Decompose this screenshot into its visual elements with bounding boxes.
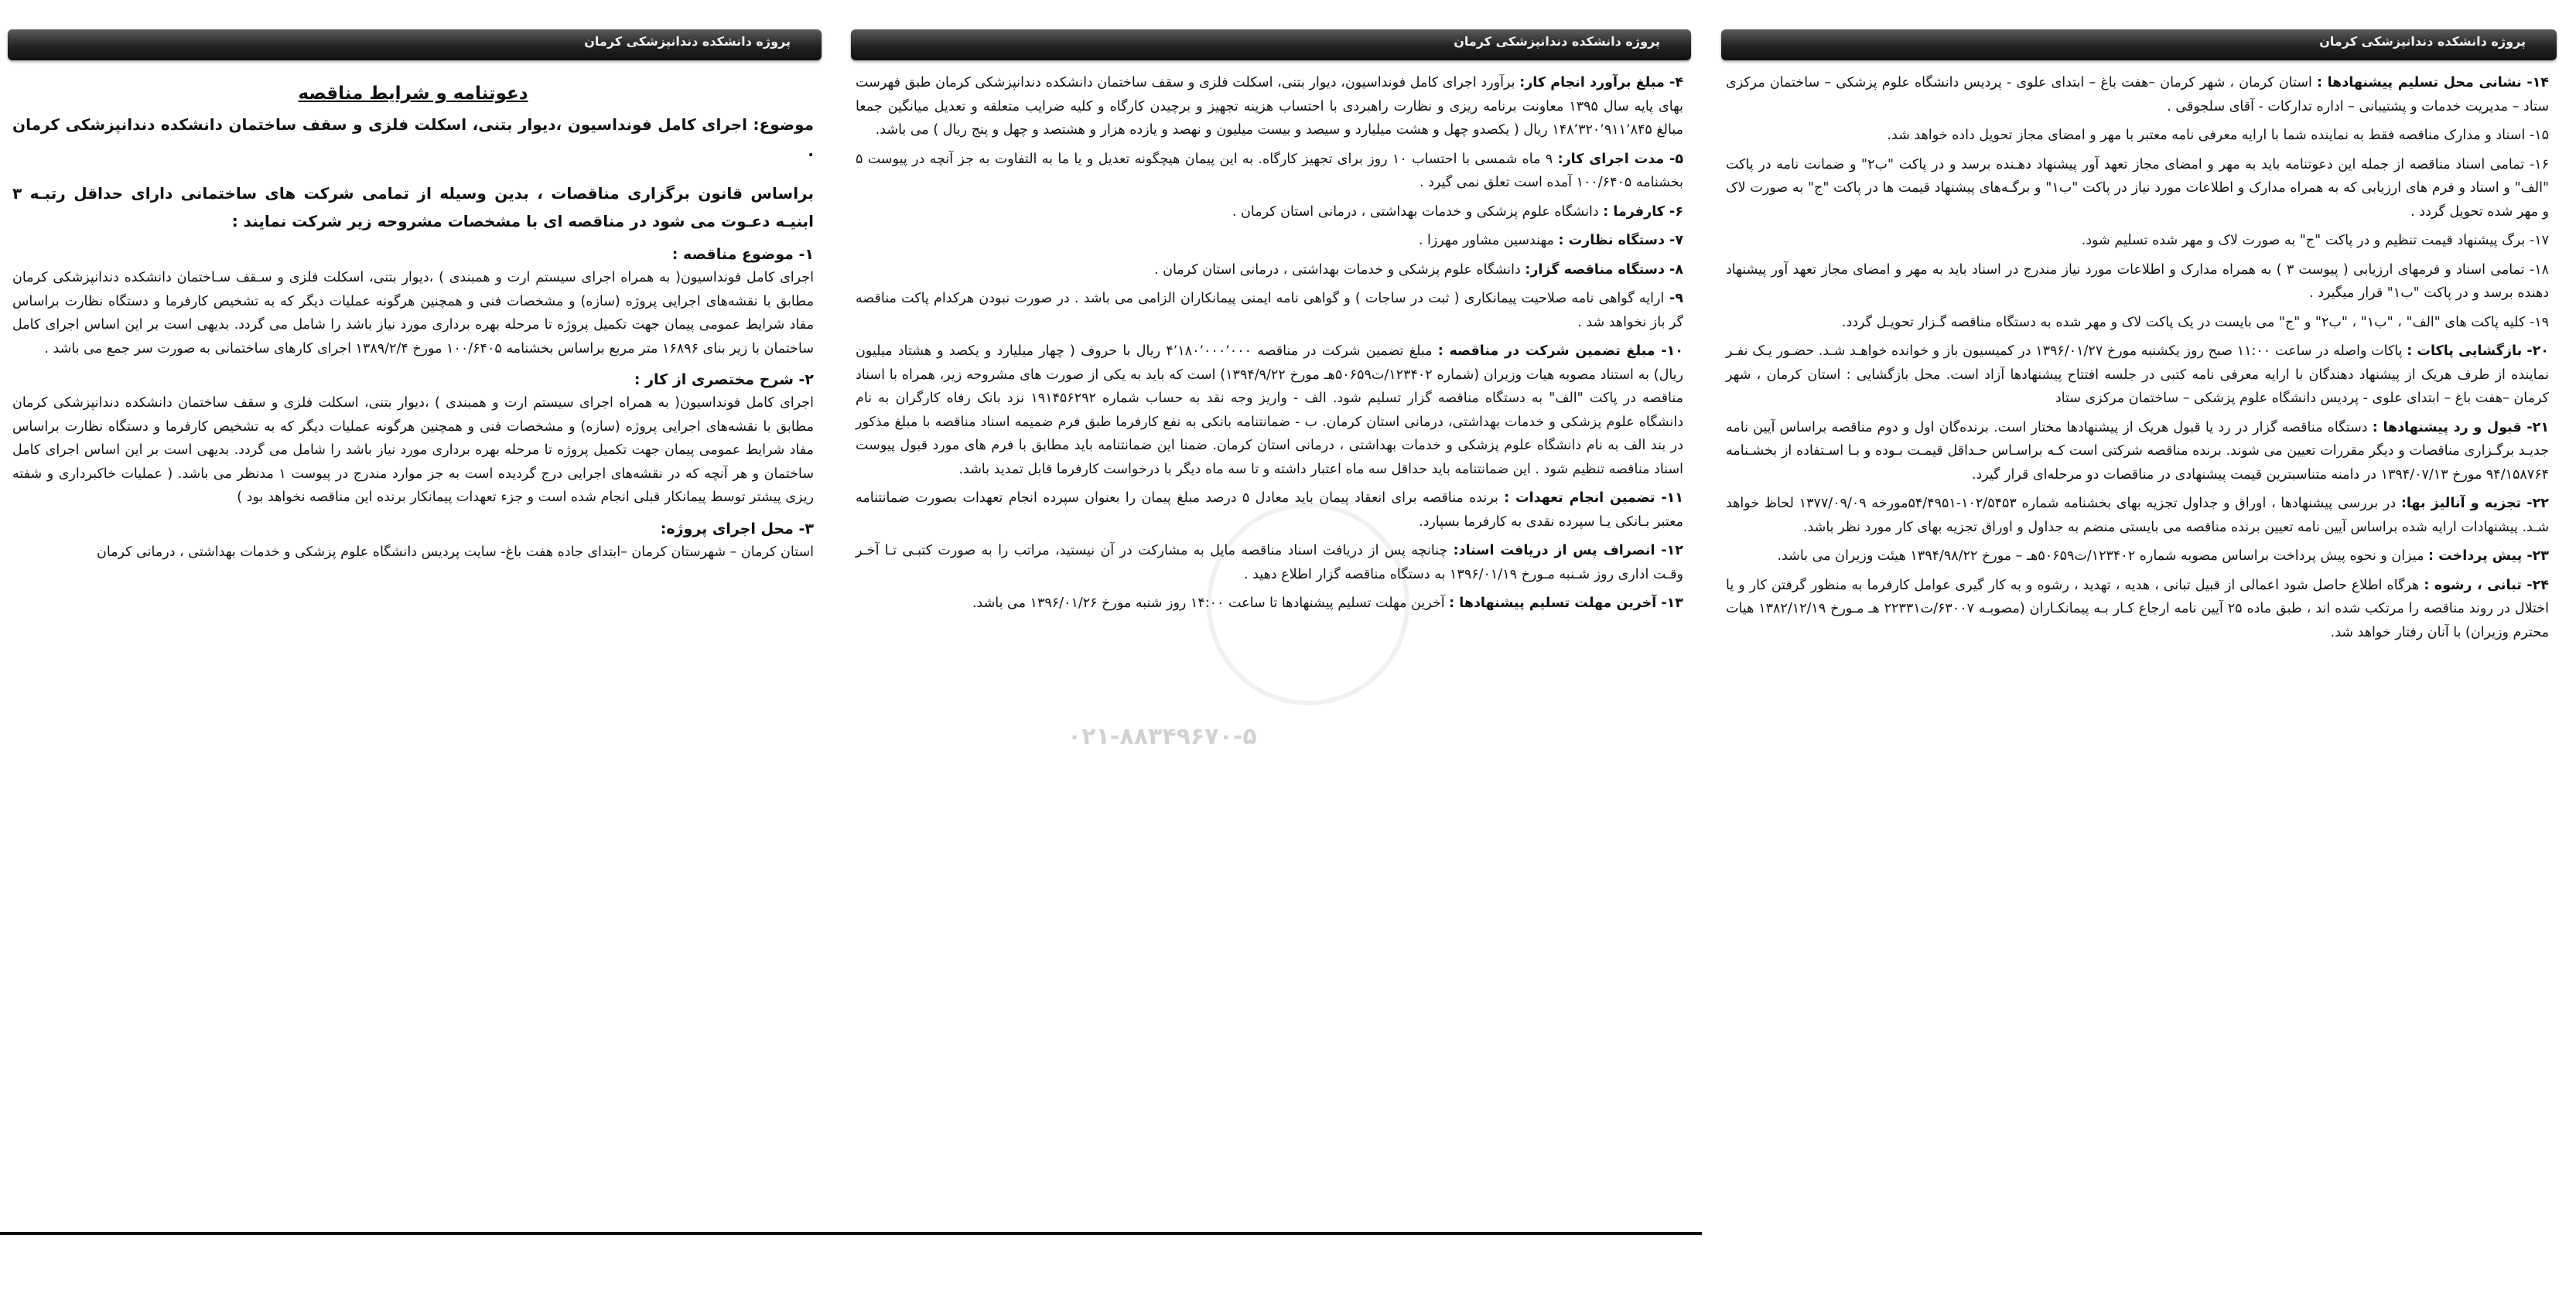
clause bbox=[856, 340, 1683, 481]
section-text: استان کرمان – شهرستان کرمان –ابتدای جاده هفت باغ- سایت پردیس دانشگاه علوم پزشکی و خدمات بهداشتی ، درمانی کرمان bbox=[96, 544, 814, 560]
clause bbox=[1726, 71, 2549, 118]
clause-text bbox=[1726, 544, 2549, 568]
clause bbox=[856, 258, 1683, 282]
clause bbox=[1726, 340, 2549, 411]
clause-body: ارایه گواهی نامه صلاحیت پیمانکاری ( ثبت در ساجات ) و گواهی نامه ایمنی پیمانکاران الزامی می باشد . در صورت نبودن هرکدام پاکت مناقصه گر باز نخواهد شد . bbox=[856, 291, 1683, 330]
clause-text bbox=[1726, 311, 2549, 335]
page-header-bar bbox=[8, 29, 822, 60]
clause-title: ۴- مبلغ برآورد انجام کار: bbox=[1519, 75, 1683, 90]
clause-body: مبلغ تضمین شرکت در مناقصه ۴٬۱۸۰٬۰۰۰٬۰۰۰ ریال با حروف ( چهار میلیارد و یکصد و هشتاد میلیون ریال) به استناد مصوبه هیات وزیران (شماره ۱۲۳۴۰۲/ت۵۰۶۵۹هـ مورخ ۱۳۹۴/۹/۲۲) است که باید به یکی از صورت های مشروحه زیر، همراه با اسناد مناقصه در پاکت "الف" به دستگاه مناقصه گزار تسلیم شود. الف - واریز وجه نقد به حساب شماره ۱۹۱۴۵۶۲۹۲ نزد بانک رفاه کارگران به نام دانشگاه علوم پزشکی و خدمات بهداشتی، درمانی استان کرمان. ب - ضمانتنامه بانکی به نفع کارفرما طبق فرم ضمیمه اسناد مناقصه با مبلغ مذکور در بند الف به نام دانشگاه علوم پزشکی و خدمات بهداشتی ، درمانی استان کرمان. ضمنا این ضمانتنامه باید مطابق با فرم های مورد قبول پیوست اسناد مناقصه تنظیم شود . این ضمانتنامه باید حداقل سه ماه اعتبار داشته و تا سه ماه دیگر با درخواست کارفرما قابل تمدید باشد. bbox=[856, 343, 1684, 477]
clause-body: ۱۸- تمامی اسناد و فرمهای ارزیابی ( پیوست ۳ ) به همراه مدارک و اطلاعات مورد نیاز مندرج در اسناد باید به مهر و امضای مجاز تعهد آور پیشنهاد دهنده برسد و در پاکت "ب۱" قرار میگیرد . bbox=[1726, 261, 2549, 301]
clause-text bbox=[1726, 492, 2549, 539]
clause-body: ۱۵- اسناد و مدارک مناقصه فقط به نماینده شما با ارایه معرفی نامه معتبر با مهر و امضای مجاز تحویل داده خواهد شد. bbox=[1887, 128, 2549, 143]
clause-body: ۱۶- تمامی اسناد مناقصه از جمله این دعوتنامه باید به مهر و امضای مجاز تعهد آور پیشنهاد دهـنده برسد و در پاکت "ب۲" و ضمانت نامه در پاکت "الف" و اسناد و فرم های ارزیابی که به همراه مدارک و اطلاعات مورد نیاز در پاکت "ب۱" و برگـه‌های پیشنهاد قیمت ها در پاکت "ج" به صورت لاک و مهر شده تحویل گردد . bbox=[1726, 156, 2550, 220]
clause-text bbox=[1726, 416, 2549, 487]
clause-text bbox=[1726, 340, 2549, 411]
clause bbox=[856, 71, 1683, 142]
clause-body: ۹ ماه شمسی با احتساب ۱۰ روز برای تجهیز کارگاه. به این پیمان هیچگونه تعدیل و یا ما به التفاوت به جز آنچه در پیوست ۵ بخشنامه ۱۰۰/۶۴۰۵ آمده است تعلق نمی گیرد . bbox=[856, 151, 1683, 190]
section-text: اجرای کامل فونداسیون( به همراه اجرای سیستم ارت و همبندی ) ،دیوار بتنی، اسکلت فلزی و سـقف سـاختمان دانشکده دندانپزشکی کرمان مطابق با نقشه‌های اجرایی پروژه (سازه) و مشخصات فنی و همچنین هرگونه عملیات دیگر که به تشخیص کارفرما و دستگاه نظارت براساس مفاد شرایط عمومی پیمان جهت تکمیل پروژه تا مرحله بهره برداری مورد نیاز باشد را شامل می گردد. بدیهی است بر این اساس اجرای کامل ساختمان با زیر بنای ۱۶۸۹۶ متر مربع براساس بخشنامه ۱۰۰/۶۴۰۵ مورخ ۱۳۸۹/۲/۴ اجرای کارهای ساختمانی به صورت سر جمع می باشد . bbox=[12, 270, 814, 357]
page-bottom-rule bbox=[0, 1232, 1702, 1235]
clause-text bbox=[1726, 574, 2549, 645]
clause bbox=[856, 229, 1683, 253]
clause-body: چنانچه پس از دریافت اسناد مناقصه مایل به مشارکت در آن نیستید، مراتب را به صورت کتبـی تـا آخـر وقـت اداری روز شـنبه مـورخ ۱۳۹۶/۰۱/۱۹ به دستگاه مناقصه گزار اطلاع دهید . bbox=[856, 543, 1683, 582]
clause-title: ۶- کارفرما : bbox=[1603, 203, 1683, 220]
clause bbox=[1726, 153, 2549, 224]
watermark-phone: ۰۲۱-۸۸۳۴۹۶۷۰-۵ bbox=[1068, 723, 1257, 750]
clause bbox=[1726, 311, 2549, 335]
clause-text bbox=[1726, 258, 2549, 305]
clause bbox=[1726, 229, 2549, 253]
clause-text bbox=[856, 287, 1683, 334]
clause-title: ۲۲- تجزیه و آنالیز بها: bbox=[2400, 496, 2549, 511]
clause-title: ۱۴- نشانی محل تسلیم پیشنهادها : bbox=[2316, 75, 2549, 90]
clause-title: ۹- bbox=[1664, 291, 1683, 306]
clause-text bbox=[1726, 153, 2549, 224]
clause-title: ۲۰- بازگشایی پاکات : bbox=[2407, 343, 2549, 359]
clause bbox=[1726, 492, 2549, 539]
clause-title: ۵- مدت اجرای کار: bbox=[1557, 151, 1683, 167]
clause-body: هرگاه اطلاع حاصل شود اعمالی از قبیل تبانی ، هدیه ، تهدید ، رشوه و به کار گیری عوامل کارفرما به منظور گرفتن کار و یا اختلال در روند مناقصه را مرتکب شده اند ، طبق ماده ۲۵ آیین نامه ارجاع کـار بـه پیمانکـاران (مصوبـه ۶۳۰۰۷/ت۲۲۳۳۱ هـ مـورخ ۱۳۸۲/۱۲/۱۹ هیات محترم وزیران) با آنان رفتار خواهد شد. bbox=[1726, 577, 2549, 640]
clause-text bbox=[1726, 124, 2549, 148]
clause-text bbox=[1726, 229, 2549, 253]
clause-body: دانشگاه علوم پزشکی و خدمات بهداشتی ، درمانی استان کرمان . bbox=[1153, 261, 1521, 278]
clause-title: ۱۳- آخرین مهلت تسلیم پیشنهادها : bbox=[1449, 595, 1683, 611]
clause-body: مهندسین مشاور مهرزا . bbox=[1418, 233, 1554, 248]
clause-text bbox=[856, 200, 1683, 224]
page-3 bbox=[1713, 15, 2564, 1230]
clause-body: دستگاه مناقصه گزار در رد یا قبول هریک از پیشنهادها مختار است. برنده‌گان اول و دوم مناقصه براساس آیین نامه جدیـد برگـزاری مناقصات و دیگر مقررات تعیین می شوند. برنده مناقصه شرکتی است کـه براسـاس حـداقل قیمـت بـوده و بـا اسـتفاده از بخشـنامه ۹۴/۱۵۸۷۶۴ مورخ ۱۳۹۴/۰۷/۱۳ در دامنه متناسبترین قیمت پیشنهادی در مناقصات دو مرحله‌ای قرار گیرد. bbox=[1726, 419, 2549, 483]
clause bbox=[1726, 416, 2549, 487]
clause-text bbox=[1726, 71, 2549, 118]
section-title: ۲- شرح مختصری از کار : bbox=[634, 371, 814, 388]
clause-title: ۲۴- تبانی ، رشوه : bbox=[2424, 577, 2549, 593]
section-text: اجرای کامل فونداسیون( به همراه اجرای سیستم ارت و همبندی ) ،دیوار بتنی، اسکلت فلزی و سقف ساختمان دانشکده دندانپزشکی کرمان مطابق با نقشه‌های اجرایی پروژه (سازه) و مشخصات فنی و همچنین هرگونه عملیات دیگر که به تشخیص کارفرما و دستگاه نظارت براساس مفاد شرایط عمومی پیمان جهت تکمیل پروژه تا مرحله بهره برداری مورد نیاز باشد را شامل می گردد. بدیهی است بر این اساس اجرای کامل ساختمان و هر آنچه که در نقشه‌های اجرایی درج گردیده است به جز موارد مندرج در پیوست ۱ مدنظر می باشد. ( عملیات خاکبرداری و شفته ریزی پیشتر توسط پیمانکار قبلی انجام شده است و جزء تعهدات پیمانکار برنده این مناقصه نخواهد بود ) bbox=[12, 395, 814, 505]
header-title: پروژه دانشکده دندانپزشکی کرمان bbox=[584, 34, 791, 49]
clause bbox=[1726, 124, 2549, 148]
clause-title: ۲۱- قبول و رد پیشنهادها : bbox=[2372, 419, 2550, 435]
tender-subject: موضوع: اجرای کامل فونداسیون ،دیوار بتنی، اسکلت فلزی و سقف ساختمان دانشکده دندانپزشکی کرمان . bbox=[12, 115, 814, 160]
clause-body: ۱۹- کلیه پاکت های "الف" ، "ب۱" ، "ب۲" و "ج" می بایست در یک پاکت لاک و مهر شده به دستگاه مناقصه گـزار تحویـل گردد. bbox=[1841, 314, 2549, 330]
header-title: پروژه دانشکده دندانپزشکی کرمان bbox=[2319, 34, 2526, 49]
clause-text bbox=[856, 148, 1683, 195]
clause-text bbox=[856, 340, 1683, 481]
document-heading: دعوتنامه و شرایط مناقصه bbox=[298, 84, 528, 104]
section-title: ۱- موضوع مناقصه : bbox=[671, 246, 814, 263]
clause-body: ۱۷- برگ پیشنهاد قیمت تنظیم و در پاکت "ج" به صورت لاک و مهر شده تسلیم شود. bbox=[2081, 233, 2549, 248]
clause-title: ۱۰- مبلغ تضمین شرکت در مناقصه : bbox=[1437, 343, 1683, 359]
clause-title: ۷- دستگاه نظارت : bbox=[1558, 233, 1683, 248]
tender-intro: براساس قانون برگزاری مناقصات ، بدین وسیله از تمامی شرکت های ساختمانی دارای حداقل رتبـه ۳ ابنیـه دعـوت می شود در مناقصه ای با مشخصات مشروحه زیر شرکت نمایند : bbox=[12, 184, 814, 230]
clause-body: میزان و نحوه پیش پرداخت براساس مصوبه شماره ۱۲۳۴۰۲/ت۵۰۶۵۹هـ – مورخ ۱۳۹۴/۹۸/۲۲ هیئت وزیران می باشد. bbox=[1777, 548, 2424, 564]
clause-body: آخرین مهلت تسلیم پیشنهادها تا ساعت ۱۴:۰۰ روز شنبه مورخ ۱۳۹۶/۰۱/۲۶ می باشد. bbox=[972, 595, 1445, 611]
clause-text bbox=[856, 229, 1683, 253]
page-header-bar bbox=[851, 29, 1691, 60]
page-header-bar bbox=[1721, 29, 2557, 60]
clause bbox=[856, 148, 1683, 195]
clause-title: ۸- دستگاه مناقصه گزار: bbox=[1525, 261, 1683, 278]
clause-text bbox=[856, 258, 1683, 282]
clause-text bbox=[856, 71, 1683, 142]
clause bbox=[856, 287, 1683, 334]
clause bbox=[1726, 574, 2549, 645]
clause-body: پاکات واصله در ساعت ۱۱:۰۰ صبح روز یکشنبه مورخ ۱۳۹۶/۰۱/۲۷ در کمیسیون باز و خوانده خواهـد شـد. حضـور یـک نفـر نماینده از طرف هریک از پیشنهاد دهندگان با ارایه معرفی نامه کتبی در جلسه افتتاح پیشنهادها آزاد است. محل بازگشایی : استان کرمان ، شهر کرمان –هفت باغ – ابتدای علوی - پردیس دانشگاه علوم پزشکی – ساختمان مرکزی ستاد bbox=[1726, 343, 2549, 406]
watermark-seal bbox=[1207, 503, 1409, 705]
clause bbox=[856, 200, 1683, 224]
clause-body: برآورد اجرای کامل فونداسیون، دیوار بتنی، اسکلت فلزی و سقف ساختمان دانشکده دندانپزشکی کرمان طبق فهرست بهای پایه سال ۱۳۹۵ معاونت برنامه ریزی و نظارت راهبردی با احتساب هزینه تجهیز و برچیدن کارگاه و کلیه ضرایب متعلقه و تعدیل میانگین جمعا مبالغ ۱۴۸٬۳۲۰٬۹۱۱٬۸۴۵ ریال ( یکصدو چهل و هشت میلیارد و سیصد و بیست میلیون و نهصد و یازده هزار و هشتصد و چهل و پنج ریال ) می باشد. bbox=[856, 75, 1684, 138]
clause-body: در بررسی پیشنهادها ، اوراق و جداول تجزیه بهای بخشنامه شماره ۱۰۲/۵۴۵۳-۵۴/۴۹۵۱مورخه ۱۳۷۷/۰۹/۰۹ لحاظ خواهد شـد. پیشنهادات ارایه شده براساس آیین نامه تعیین برنده مناقصه می بایستی منضم به جداول و اوراق تجزیه بهای کار مورد نظر باشد. bbox=[1726, 496, 2549, 535]
page-1 bbox=[0, 15, 829, 1230]
clause bbox=[1726, 258, 2549, 305]
header-title: پروژه دانشکده دندانپزشکی کرمان bbox=[1454, 34, 1660, 49]
clause-title: ۲۳- پیش پرداخت : bbox=[2428, 548, 2549, 564]
section-title: ۳- محل اجرای پروژه: bbox=[660, 520, 814, 537]
clause-body: دانشگاه علوم پزشکی و خدمات بهداشتی ، درمانی استان کرمان . bbox=[1232, 203, 1599, 220]
clause-body: برنده مناقصه برای انعقاد پیمان باید معادل ۵ درصد مبلغ پیمان را بعنوان سپرده انجام تعهدات بصورت ضمانتنامه معتبر بـانکی یـا سپرده نقدی به کارفرما بسپارد. bbox=[856, 490, 1683, 530]
clause-title: ۱۲- انصراف پس از دریافت اسناد: bbox=[1453, 543, 1683, 558]
clause-title: ۱۱- تضمین انجام تعهدات : bbox=[1504, 490, 1683, 506]
clause bbox=[1726, 544, 2549, 568]
clause-body: استان کرمان ، شهر کرمان –هفت باغ – ابتدای علوی - پردیس دانشگاه علوم پزشکی – ساختمان مرکزی ستاد – مدیریت خدمات و پشتیبانی – اداره تدارکات - آقای سلجوقی . bbox=[1726, 75, 2549, 114]
